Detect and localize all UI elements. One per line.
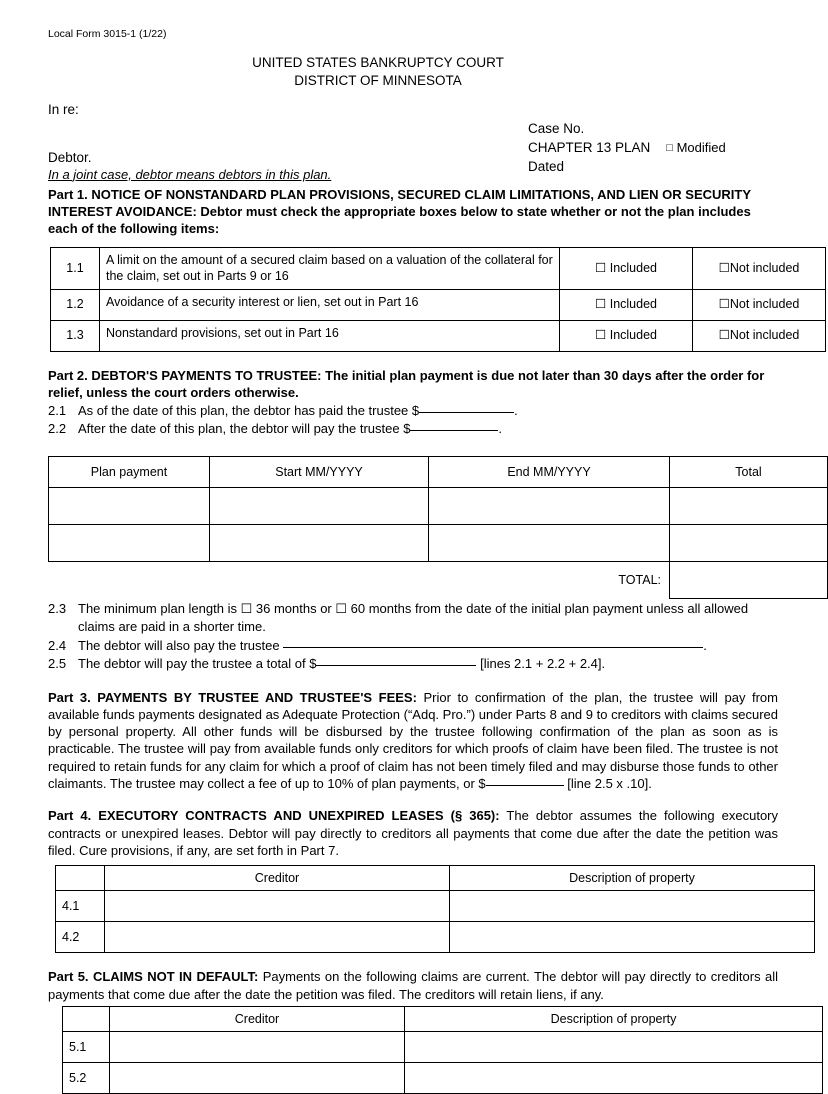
table-row xyxy=(63,1063,823,1094)
checkbox-icon[interactable]: ☐ xyxy=(718,261,730,276)
item-label: As of the date of this plan, the debtor has paid the trustee $ xyxy=(78,402,420,418)
column-header-start: Start MM/YYYY xyxy=(210,456,429,487)
row-number: 1.1 xyxy=(51,248,100,290)
table-row xyxy=(63,1032,823,1063)
cell-creditor[interactable] xyxy=(110,1032,405,1063)
cell-creditor[interactable] xyxy=(105,891,450,922)
part2-heading: Part 2. DEBTOR'S PAYMENTS TO TRUSTEE: The initial plan payment is due not later than 30 days after the order for relief, unless the court orders otherwise. xyxy=(48,367,765,400)
table-row xyxy=(49,524,828,561)
plan-payment-table xyxy=(48,456,828,599)
cell-description[interactable] xyxy=(450,922,815,953)
part4-body: The debtor assumes the following executory contracts or unexpired leases. Debtor will pay directly to creditors all payments that come due after the date the petition was filed. Cure provisions, if any, are set forth in Part 7. xyxy=(48,808,778,858)
column-header-plan-payment: Plan payment xyxy=(49,456,210,487)
part4-section xyxy=(48,807,778,953)
dated-label: Dated xyxy=(528,159,565,175)
table-row xyxy=(56,891,815,922)
modified-checkbox-group[interactable] xyxy=(666,140,725,155)
cell-creditor[interactable] xyxy=(110,1063,405,1094)
amount-blank-2-1[interactable] xyxy=(419,412,514,413)
cell-start[interactable] xyxy=(210,524,429,561)
cell-end[interactable] xyxy=(429,524,670,561)
checkbox-icon[interactable]: ☐ xyxy=(595,328,607,343)
row-number: 5.2 xyxy=(63,1063,110,1094)
total-value-cell[interactable] xyxy=(670,561,828,598)
item-number: 2.5 xyxy=(48,656,67,672)
item-2-1 xyxy=(48,402,778,420)
part1-table xyxy=(50,247,826,352)
column-header-number xyxy=(63,1006,110,1031)
cell-total[interactable] xyxy=(670,487,828,524)
table-row xyxy=(49,487,828,524)
cell-creditor[interactable] xyxy=(105,922,450,953)
item-text xyxy=(78,600,778,637)
checkbox-icon[interactable]: □ xyxy=(666,141,673,154)
other-payment-blank[interactable] xyxy=(283,647,703,648)
item-label: The minimum plan length is xyxy=(78,600,237,616)
cell-total[interactable] xyxy=(670,524,828,561)
debtor-label: Debtor. xyxy=(48,149,92,165)
chapter-plan-label: CHAPTER 13 PLAN xyxy=(528,139,651,155)
part1-heading: Part 1. NOTICE OF NONSTANDARD PLAN PROVISIONS, SECURED CLAIM LIMITATIONS, AND LIEN OR SECURITY INTEREST AVOIDANCE: Debtor must check the appropriate boxes below to state whether or not the plan includes each of the following items: xyxy=(48,186,751,236)
case-number-label: Case No. xyxy=(528,120,585,136)
column-header-number xyxy=(56,866,105,891)
part2-items-cont xyxy=(48,600,778,674)
table-row xyxy=(56,922,815,953)
item-text xyxy=(78,655,778,673)
checkbox-icon[interactable]: ☐ xyxy=(718,297,730,312)
not-included-cell[interactable] xyxy=(693,248,826,290)
checkbox-icon[interactable]: ☐ xyxy=(335,600,348,616)
modified-label: Modified xyxy=(676,139,726,155)
item-formula: [lines 2.1 + 2.2 + 2.4]. xyxy=(480,656,606,672)
part2-items xyxy=(48,402,778,439)
part4-table xyxy=(55,865,815,953)
column-header-creditor: Creditor xyxy=(110,1006,405,1031)
not-included-cell[interactable] xyxy=(693,320,826,351)
item-text xyxy=(78,420,778,438)
row-number: 4.2 xyxy=(56,922,105,953)
chapter-plan-line xyxy=(528,138,726,157)
joint-case-note: In a joint case, debtor means debtors in this plan. xyxy=(48,166,332,182)
column-header-description: Description of property xyxy=(450,866,815,891)
cell-description[interactable] xyxy=(405,1032,823,1063)
cell-start[interactable] xyxy=(210,487,429,524)
item-number: 2.2 xyxy=(48,421,67,437)
option-60-months: 60 months from the date of the initial plan payment unless all allowed claims are paid in a shorter time. xyxy=(78,600,749,635)
checkbox-icon[interactable]: ☐ xyxy=(240,600,253,616)
checkbox-icon[interactable]: ☐ xyxy=(595,261,607,276)
checkbox-icon[interactable]: ☐ xyxy=(718,328,730,343)
table-header-row xyxy=(63,1006,823,1031)
table-total-row xyxy=(49,561,828,598)
case-info-block xyxy=(528,119,726,177)
table-row xyxy=(51,289,826,320)
item-label: The debtor will also pay the trustee xyxy=(78,637,280,653)
row-number: 1.2 xyxy=(51,289,100,320)
option-36-months: 36 months or xyxy=(255,600,332,616)
table-row xyxy=(51,320,826,351)
amount-blank-2-2[interactable] xyxy=(410,430,498,431)
included-label: Included xyxy=(609,328,657,343)
item-2-4 xyxy=(48,637,778,655)
part3-body-a: Prior to confirmation of the plan, the trustee will pay from available funds payments designated as Adequate Protection (“Adq. Pro.”) under Parts 8 and 9 to creditors with claims secured by personal property. All other funds will be disbursed by the trustee following confirmation of the plan as soon as is practicable. The trustee will pay from available funds only creditors for which proofs of claim have been filed. The trustee is not required to retain funds for any claim for which a proof of claim has not been timely filed and may disburse those funds to other claimants. The trustee may collect a fee of up to 10% of plan payments, or $ xyxy=(48,689,778,792)
part5-body: Payments on the following claims are current. The debtor will pay directly to creditors all payments that come due after the date the petition was filed. The creditors will retain liens, if any. xyxy=(48,969,778,1002)
item-label: The debtor will pay the trustee a total of $ xyxy=(78,656,317,672)
row-description: A limit on the amount of a secured claim based on a valuation of the collateral for the claim, set out in Parts 9 or 16 xyxy=(100,248,560,290)
row-description: Avoidance of a security interest or lien, set out in Part 16 xyxy=(100,289,560,320)
part3-heading: Part 3. PAYMENTS BY TRUSTEE AND TRUSTEE'S FEES: xyxy=(48,689,417,705)
total-payment-blank[interactable] xyxy=(316,665,476,666)
trustee-fee-blank[interactable] xyxy=(486,785,564,786)
court-name: UNITED STATES BANKRUPTCY COURT xyxy=(252,55,504,70)
part4-paragraph xyxy=(48,807,778,859)
row-description: Nonstandard provisions, set out in Part 16 xyxy=(100,320,560,351)
cell-description[interactable] xyxy=(405,1063,823,1094)
not-included-cell[interactable] xyxy=(693,289,826,320)
checkbox-icon[interactable]: ☐ xyxy=(595,297,607,312)
included-cell[interactable] xyxy=(560,289,693,320)
part5-paragraph xyxy=(48,968,778,1003)
item-period: . xyxy=(498,421,503,437)
item-text xyxy=(78,637,778,655)
form-number: Local Form 3015-1 (1/22) xyxy=(48,28,167,40)
not-included-label: Not included xyxy=(729,261,800,276)
included-label: Included xyxy=(609,261,657,276)
not-included-label: Not included xyxy=(729,297,800,312)
column-header-total: Total xyxy=(670,456,828,487)
spacer-cell xyxy=(49,561,210,598)
item-period: . xyxy=(514,402,518,418)
cell-plan-payment[interactable] xyxy=(49,524,210,561)
included-cell[interactable] xyxy=(560,248,693,290)
item-label: After the date of this plan, the debtor will pay the trustee $ xyxy=(78,421,411,437)
part3-section xyxy=(48,689,778,793)
row-number: 5.1 xyxy=(63,1032,110,1063)
item-number: 2.3 xyxy=(48,600,67,616)
column-header-description: Description of property xyxy=(405,1006,823,1031)
table-row xyxy=(51,248,826,290)
part5-section xyxy=(48,968,778,1094)
column-header-end: End MM/YYYY xyxy=(429,456,670,487)
part3-paragraph xyxy=(48,689,778,793)
included-cell[interactable] xyxy=(560,320,693,351)
not-included-label: Not included xyxy=(729,328,800,343)
item-text xyxy=(78,402,778,420)
part2-section xyxy=(48,367,778,674)
cell-plan-payment[interactable] xyxy=(49,487,210,524)
in-re-label: In re: xyxy=(48,101,79,117)
included-label: Included xyxy=(609,297,657,312)
item-2-3 xyxy=(48,600,778,637)
table-header-row xyxy=(56,866,815,891)
part4-heading: Part 4. EXECUTORY CONTRACTS AND UNEXPIRED LEASES (§ 365): xyxy=(48,808,500,824)
cell-end[interactable] xyxy=(429,487,670,524)
item-2-2 xyxy=(48,420,778,438)
row-number: 4.1 xyxy=(56,891,105,922)
item-number: 2.1 xyxy=(48,402,67,418)
table-header-row xyxy=(49,456,828,487)
cell-description[interactable] xyxy=(450,891,815,922)
court-heading xyxy=(48,54,778,90)
case-caption xyxy=(48,102,778,186)
item-period: . xyxy=(703,637,707,653)
court-district: DISTRICT OF MINNESOTA xyxy=(294,72,462,88)
item-2-5 xyxy=(48,655,778,673)
part5-heading: Part 5. CLAIMS NOT IN DEFAULT: xyxy=(48,969,259,985)
spacer-cell xyxy=(210,561,429,598)
part5-table xyxy=(62,1006,823,1094)
row-number: 1.3 xyxy=(51,320,100,351)
part3-body-b: [line 2.5 x .10]. xyxy=(563,776,652,792)
item-number: 2.4 xyxy=(48,637,67,653)
column-header-creditor: Creditor xyxy=(105,866,450,891)
total-label: TOTAL: xyxy=(618,572,661,587)
